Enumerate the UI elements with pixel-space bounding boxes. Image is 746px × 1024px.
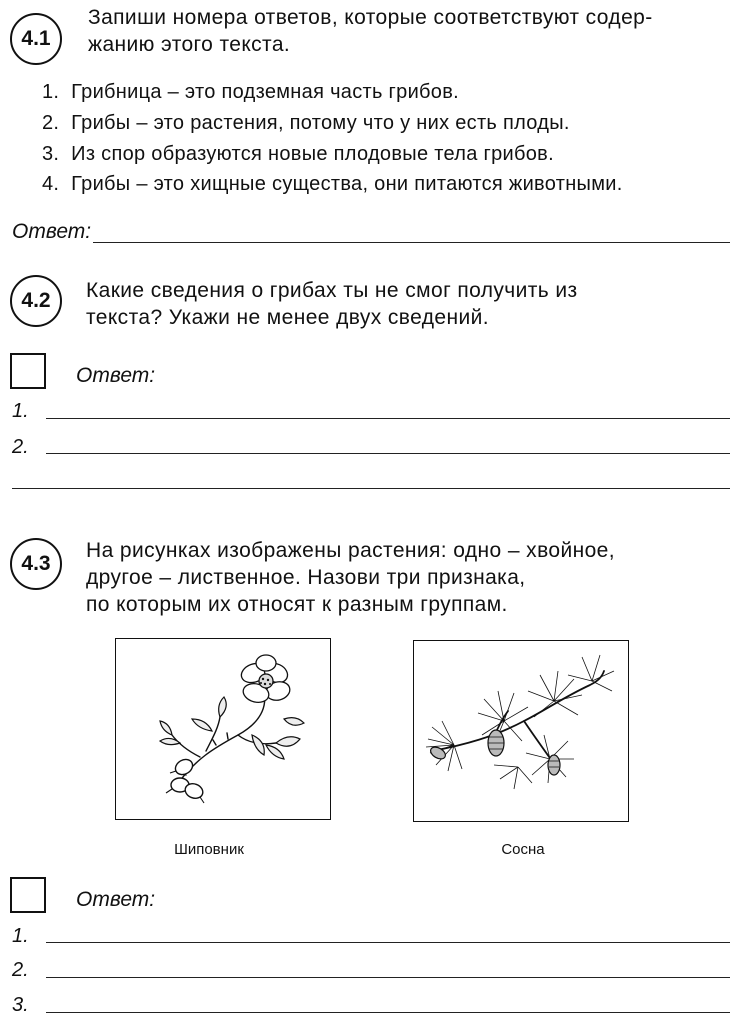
option-text: Из спор образуются новые плодовые тела грибов. xyxy=(71,143,554,165)
task-4-3-prompt-line3: по которым их относят к разным группам. xyxy=(86,593,508,616)
task-4-2-prompt-line1: Какие сведения о грибах ты не смог получить из xyxy=(86,279,578,302)
task-4-2-answer-line-1[interactable] xyxy=(46,418,730,419)
task-4-1-number: 4.1 xyxy=(21,27,51,50)
task-4-2-prompt-line2: текста? Укажи не менее двух сведений. xyxy=(86,306,489,329)
task-4-3-prompt-line2: другое – лиственное. Назови три признака, xyxy=(86,566,526,589)
task-4-3-answer-line-3[interactable] xyxy=(46,1012,730,1013)
task-4-1-answer-line[interactable] xyxy=(93,242,730,243)
option-number: 2. xyxy=(42,112,60,134)
task-4-3-prompt-line1: На рисунках изображены растения: одно – хвойное, xyxy=(86,539,615,562)
option-number: 4. xyxy=(42,173,60,195)
task-4-1-option-3 xyxy=(42,140,554,168)
pine-branch-icon xyxy=(414,641,626,819)
task-4-3-line-number-1: 1. xyxy=(12,925,29,947)
option-text: Грибы – это хищные существа, они питаются животными. xyxy=(71,173,623,195)
pine-figure xyxy=(413,640,629,822)
task-4-3-answer-line-2[interactable] xyxy=(46,977,730,978)
task-4-2-answer-line-3[interactable] xyxy=(12,488,730,489)
task-4-3-line-number-3: 3. xyxy=(12,994,29,1016)
task-4-2-answer-line-2[interactable] xyxy=(46,453,730,454)
task-4-3-answer-line-1[interactable] xyxy=(46,942,730,943)
task-4-2-answer-label: Ответ: xyxy=(76,364,156,387)
task-4-2-badge xyxy=(10,275,62,327)
rosehip-branch-icon xyxy=(116,639,328,817)
task-4-3-badge xyxy=(10,538,62,590)
task-4-3-answer-label: Ответ: xyxy=(76,888,156,911)
task-4-2-line-number-1: 1. xyxy=(12,400,29,422)
task-4-2-line-number-2: 2. xyxy=(12,436,29,458)
task-4-1-option-4 xyxy=(42,170,623,198)
option-number: 3. xyxy=(42,143,60,165)
task-4-3-number: 4.3 xyxy=(21,552,51,575)
task-4-1-option-1 xyxy=(42,78,459,106)
task-4-1-option-2 xyxy=(42,109,570,137)
option-text: Грибница – это подземная часть грибов. xyxy=(71,81,459,103)
task-4-3-score-box[interactable] xyxy=(10,877,46,913)
task-4-1-prompt-line1: Запиши номера ответов, которые соответствуют содер- xyxy=(88,6,653,29)
task-4-1-prompt-line2: жанию этого текста. xyxy=(88,33,291,56)
task-4-2-number: 4.2 xyxy=(21,289,51,312)
option-text: Грибы – это растения, потому что у них есть плоды. xyxy=(71,112,570,134)
task-4-2-score-box[interactable] xyxy=(10,353,46,389)
task-4-3-line-number-2: 2. xyxy=(12,959,29,981)
option-number: 1. xyxy=(42,81,60,103)
rosehip-caption: Шиповник xyxy=(174,841,244,858)
task-4-1-answer-label: Ответ: xyxy=(12,220,92,243)
task-4-1-badge xyxy=(10,13,62,65)
pine-caption: Сосна xyxy=(501,841,545,858)
rosehip-figure xyxy=(115,638,331,820)
